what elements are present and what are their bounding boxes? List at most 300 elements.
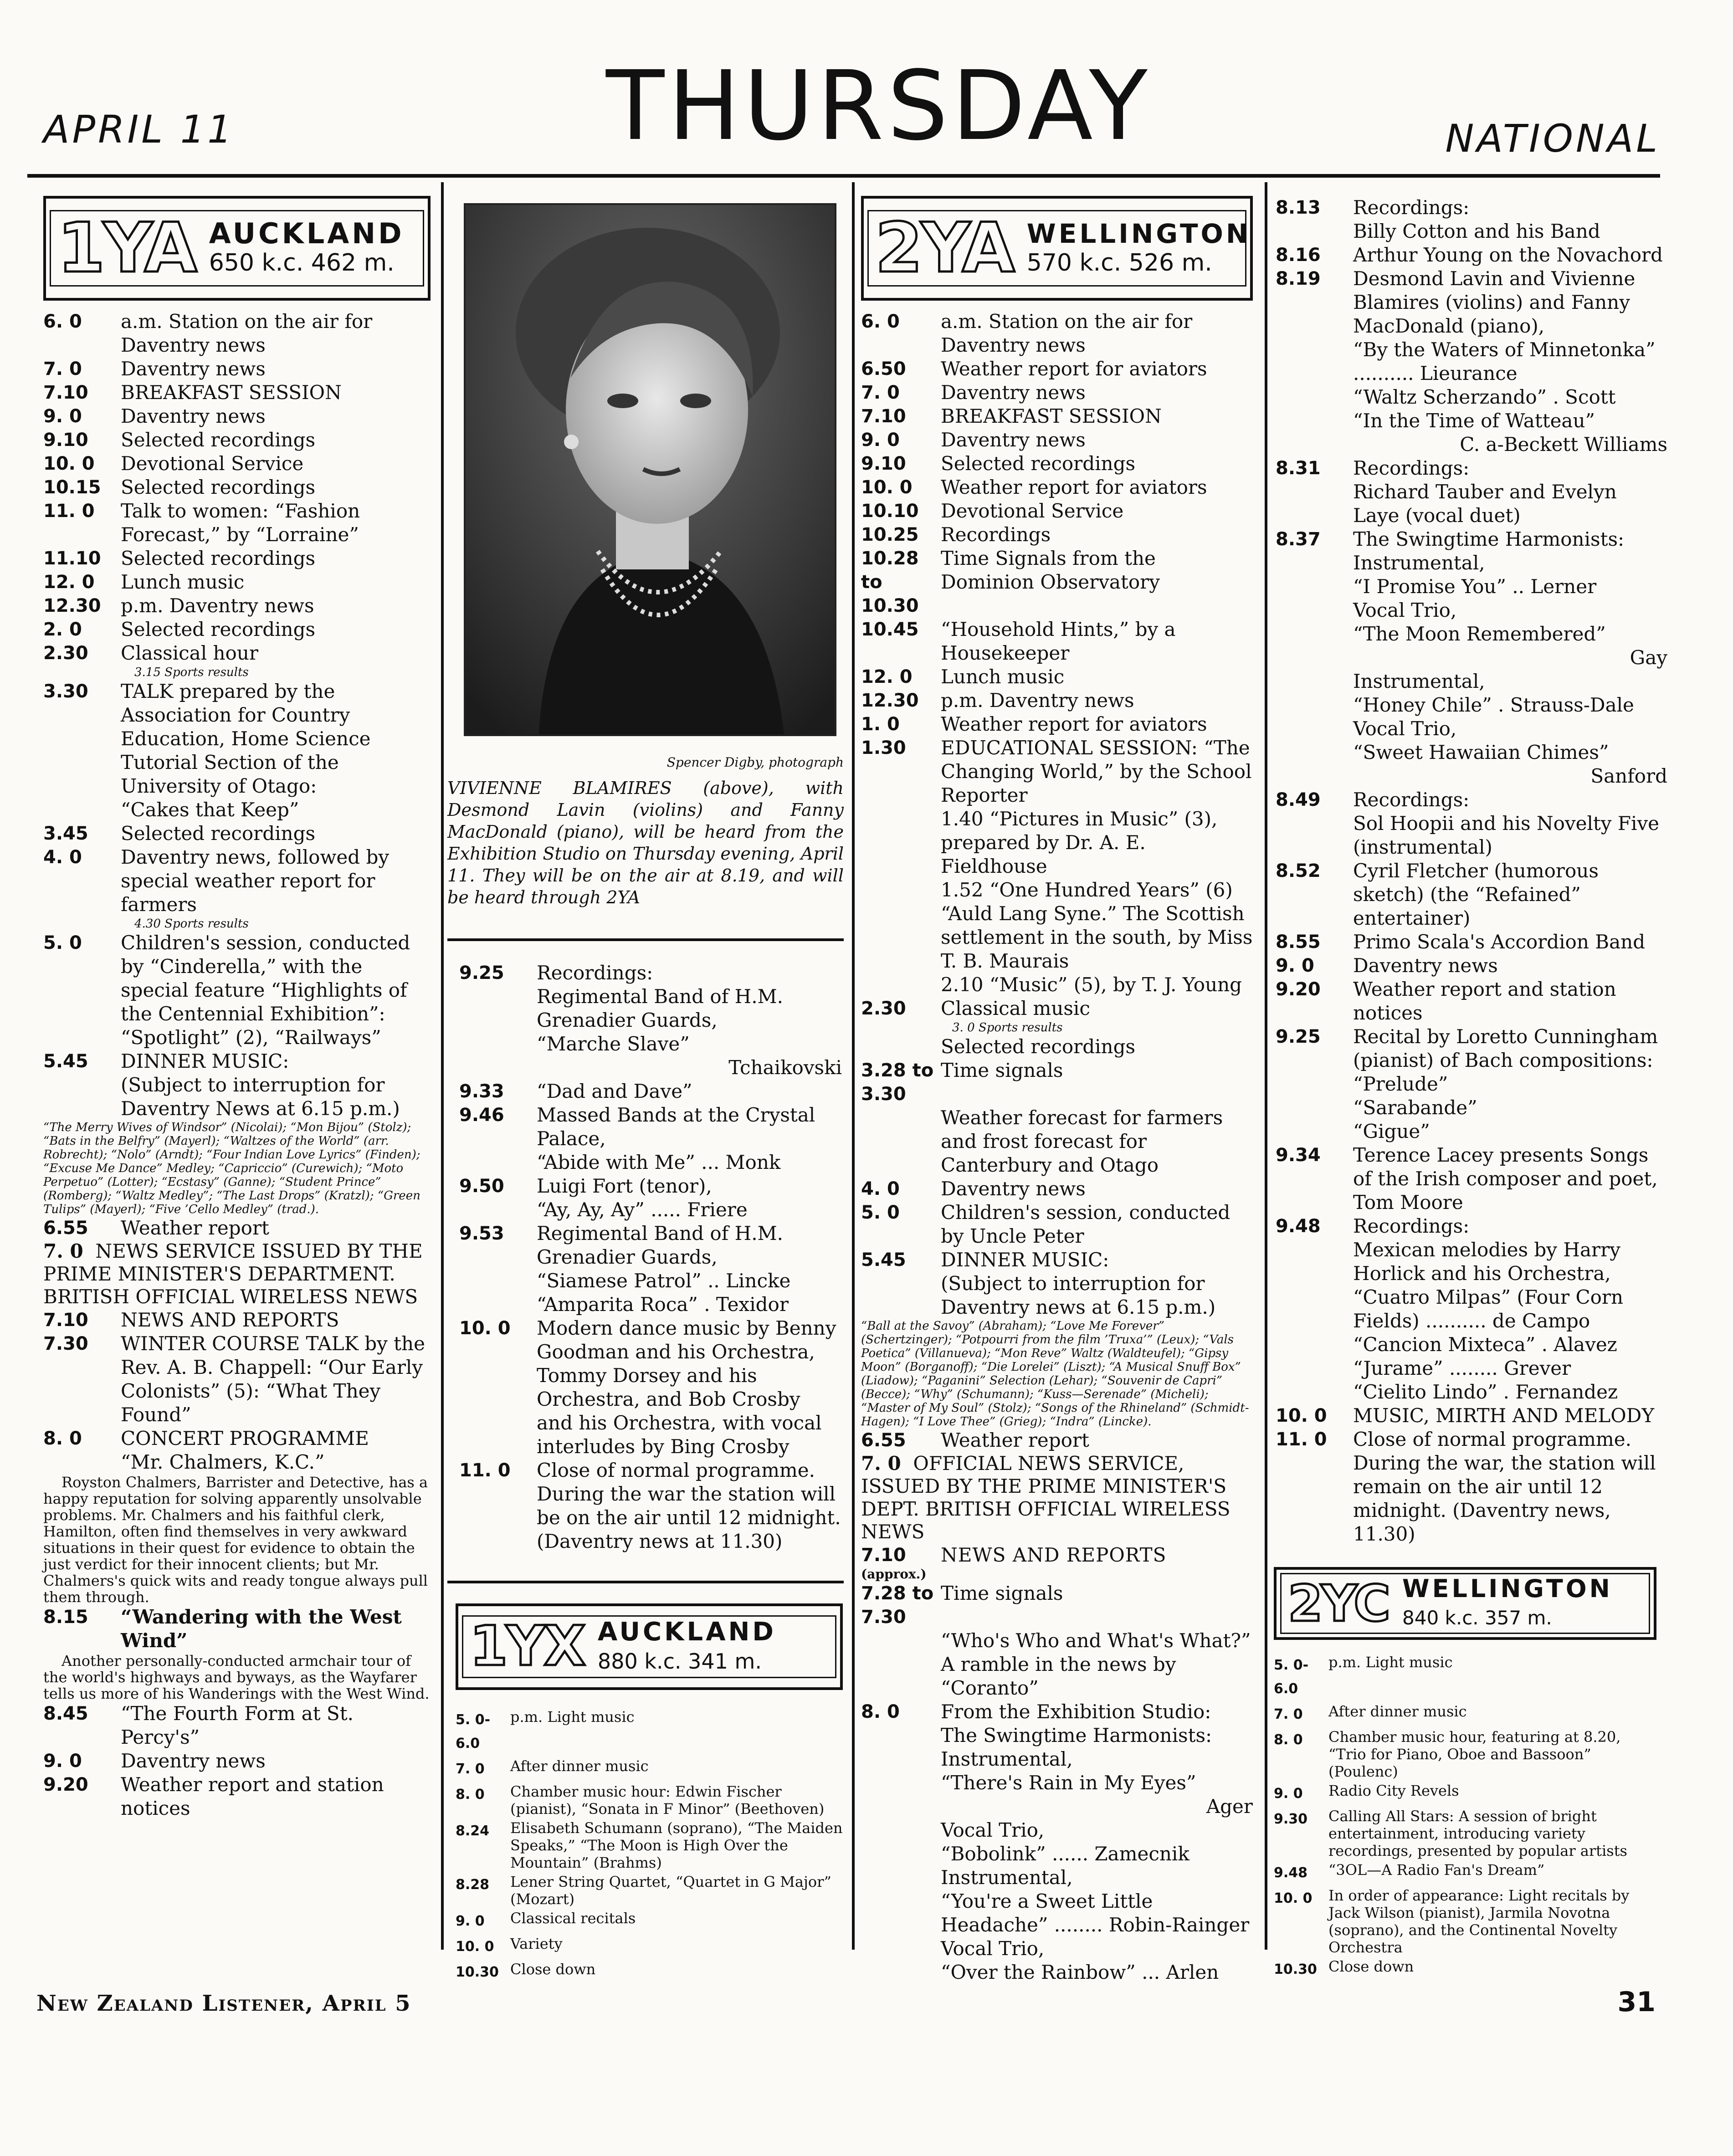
entry-time: 11. 0 [1276,1429,1327,1450]
twoya-call-sign: 2YA [875,209,1013,288]
schedule-entry [1276,1120,1667,1143]
entry-time [861,1272,941,1319]
entry-description: Cyril Fletcher (humorous sketch) (the “Refained” entertainer) [1353,860,1599,929]
iya-news-service: 7. 0 NEWS SERVICE ISSUED BY THE PRIME MINISTER'S DEPARTMENT. BRITISH OFFICIAL WIRELESS NEWS [43,1240,423,1308]
schedule-entry [43,1332,431,1427]
entry-description: Recordings [941,523,1051,546]
entry-time: 5.45 [43,1051,88,1072]
photo-credit: Spencer Digby, photograph [667,755,844,770]
entry-time [1276,622,1353,646]
iyx-column [456,1603,843,1986]
schedule-entry [1276,859,1667,930]
twoya-continued [1276,196,1667,1546]
schedule-entry [456,1935,843,1959]
entry-description: Weather report and station notices [1353,978,1616,1024]
entry-time: 8. 0 [43,1428,82,1449]
entry-time [861,1866,941,1890]
schedule-entry [861,357,1253,381]
entry-description: Chamber music hour: Edwin Fischer (pianist), “Sonata in F Minor” (Beethoven) [510,1783,825,1818]
entry-description: “Dad and Dave” [537,1080,692,1102]
entry-time: 11. 0 [43,501,95,522]
iya-dinner-music-list: “The Merry Wives of Windsor” (Nicolai); “Mon Bijou” (Stolz); “Bats in the Belfry” (Mayerl); “Waltzes of the World” (arr. Robrecht); “Nolo” (Arndt); “Four Indian Love Lyrics” (Finden); “Excuse Me Dance” Medley; “Capriccio” (Curewich); “Moto Perpetuo” (Lotter); “Ecstasy” (Ganne); “Student Prince” (Romberg); “Waltz Medley”; “The Last Drops” (Kratzl); “Green Tulips” (Mayerl); “Five ’Cello Medley” (trad.). [43,1121,420,1216]
schedule-entry [1276,670,1667,693]
schedule-entry [861,1035,1253,1059]
portrait-image [466,205,836,736]
entry-description: p.m. Light music [1328,1654,1453,1671]
entry-time: 9. 0 [1276,955,1314,976]
entry-description: “Cielito Lindo” . Fernandez [1353,1381,1618,1403]
entry-description: Primo Scala's Accordion Band [1353,931,1646,953]
schedule-entry [861,428,1253,452]
entry-description: “I Promise You” .. Lerner [1353,575,1597,598]
schedule-entry [861,1700,1253,1771]
schedule-entry [861,381,1253,405]
entry-description: “Abide with Me” ... Monk [537,1151,781,1173]
entry-time: 9.25 [1276,1026,1321,1047]
entry-time [459,1269,537,1293]
entry-time: 1. 0 [861,714,900,735]
entry-time [1276,1333,1353,1357]
entry-time [1276,646,1353,670]
entry-description: Daventry news [121,358,266,380]
schedule-entry [43,1702,431,1749]
entry-description: Weather report for aviators [941,713,1207,735]
entry-description: Mexican melodies by Harry Horlick and his Orchestra, [1353,1239,1620,1285]
entry-time: 9.50 [459,1176,504,1197]
entry-time [459,1198,537,1222]
schedule-entry [861,1890,1253,1937]
iyx-call-sign: 1YX [470,1615,584,1678]
schedule-entry [1274,1958,1656,1982]
schedule-entry [43,357,431,381]
entry-time: 5. 0-6.0 [456,1712,491,1751]
schedule-entry [861,1177,1253,1201]
entry-description: “There's Rain in My Eyes” [941,1772,1196,1794]
entry-description: p.m. Daventry news [121,594,314,617]
schedule-entry [861,1795,1253,1818]
entry-description: “Marche Slave” [537,1033,690,1055]
entry-time: 9.25 [459,963,504,983]
entry-description: From the Exhibition Studio: The Swingtime Harmonists: Instrumental, [941,1700,1212,1770]
entry-description: Massed Bands at the Crystal Palace, [537,1104,815,1150]
entry-description: Instrumental, [1353,670,1485,692]
schedule-entry [1276,267,1667,338]
schedule-entry [861,1582,1253,1629]
entry-description: Daventry news, followed by special weather report for farmers [121,846,390,916]
schedule-entry [1276,1428,1667,1546]
entry-description: Recordings: [537,962,653,984]
twoya-approx: (approx.) [861,1567,927,1582]
entry-description: Ager [1206,1795,1253,1818]
entry-description: “Cakes that Keep” [121,799,299,821]
entry-time: 7.30 [43,1333,88,1354]
entry-description: Regimental Band of H.M. Grenadier Guards, [537,1222,783,1268]
entry-description: Selected recordings [121,429,316,451]
schedule-entry [861,523,1253,547]
entry-description: a.m. Station on the air for Daventry news [941,310,1193,356]
top-rule [27,174,1660,178]
entry-time: 9.30 [1274,1811,1308,1827]
schedule-entry [459,1293,842,1316]
entry-description: Close down [510,1961,596,1978]
schedule-entry [861,689,1253,712]
twoyc-call-sign: 2YC [1288,1574,1389,1633]
entry-time: 2.30 [43,643,88,664]
schedule-entry [43,310,431,357]
entry-description: Variety [510,1935,563,1952]
entry-description: Desmond Lavin and Vivienne Blamires (violins) and Fanny MacDonald (piano), [1353,267,1636,337]
entry-description: Children's session, conducted by “Cinderella,” with the special feature “Highlights of the Centennial Exhibition”: “Spotlight” (2), “Railways” [121,932,410,1049]
entry-time: 8.24 [456,1823,490,1839]
entry-description: Modern dance music by Benny Goodman and his Orchestra, Tommy Dorsey and his Orchestra, and Bob Crosby and his Orchestra, with vocal interludes by Bing Crosby [537,1317,836,1458]
schedule-entry [43,570,431,594]
entry-description: Classical music [941,997,1090,1019]
iyx-frequency: 880 k.c. 341 m. [597,1649,762,1674]
schedule-entry [861,736,1253,807]
entry-description: Tchaikovski [728,1056,842,1079]
schedule-entry [43,1450,431,1474]
entry-description: Vocal Trio, [1353,599,1457,621]
schedule-entry [43,1308,431,1332]
schedule-entry [861,1629,1253,1700]
schedule-entry [861,665,1253,689]
entry-time: 9.10 [861,453,906,474]
entry-time [1276,1285,1353,1333]
schedule-entry [1276,622,1667,646]
entry-time: 8.19 [1276,268,1321,289]
schedule-entry [1274,1887,1656,1956]
entry-time: 5.45 [861,1250,906,1270]
schedule-entry [1276,433,1667,456]
entry-description: Weather report for aviators [941,358,1207,380]
schedule-entry [1276,693,1667,717]
entry-time [459,1056,537,1080]
entry-time: 3.45 [43,823,88,844]
entry-description: Selected recordings [121,476,316,498]
entry-description: Children's session, conducted by Uncle Peter [941,1201,1231,1247]
twoya-logo [861,196,1253,301]
twoya-weather: 6.55 Weather report [861,1429,1089,1451]
entry-time: 9.33 [459,1081,504,1102]
entry-description: Time signals [941,1059,1063,1081]
schedule-entry [459,1080,842,1103]
entry-time: 8.45 [43,1703,88,1724]
entry-time [1276,1120,1353,1143]
entry-description: Daventry news [121,405,266,427]
schedule-entry [1276,1238,1667,1285]
schedule-entry [1276,1357,1667,1380]
schedule-entry [43,499,431,547]
entry-time [43,1450,121,1474]
entry-time: 8.55 [1276,932,1321,953]
entry-time [1276,599,1353,622]
entry-description: Vocal Trio, [1353,717,1457,740]
entry-description: Recordings: [1353,196,1470,219]
entry-time: 8.16 [1276,245,1321,266]
schedule-entry [1276,1380,1667,1404]
entry-time [1276,385,1353,409]
schedule-entry [1276,1285,1667,1333]
entry-time: 5. 0 [43,932,82,953]
schedule-entry [1276,409,1667,433]
schedule-entry [459,1198,842,1222]
entry-description: Close of normal programme. During the war, the station will remain on the air until 12 midnight. (Daventry news, 11.30) [1353,1428,1656,1545]
entry-description: Sol Hoopii and his Novelty Five (instrumental) [1353,812,1660,858]
entry-description: Recordings: [1353,457,1470,479]
schedule-entry [43,618,431,641]
entry-description: In order of appearance: Light recitals by Jack Wilson (pianist), Jarmila Novotna (soprano), and the Continental Novelty Orchestra [1328,1887,1630,1956]
entry-description: CONCERT PROGRAMME [121,1427,369,1449]
entry-description: “The Fourth Form at St. Percy's” [121,1702,354,1748]
entry-description: “Bobolink” ...... Zamecnik [941,1843,1190,1865]
photo-caption: VIVIENNE BLAMIRES (above), with Desmond Lavin (violins) and Fanny MacDonald (piano), will be heard from the Exhibition Studio on Thursday evening, April 11. They will be on the air at 8.19, and will be heard through 2YA [447,778,844,907]
schedule-entry [1276,646,1667,670]
iya-sports-1: 3.15 Sports results [134,666,249,679]
entry-description: Daventry news [941,381,1086,404]
entry-time: 9. 0 [456,1913,485,1929]
schedule-entry [1276,1214,1667,1238]
entry-time: 8.13 [1276,197,1321,218]
schedule-entry [43,1050,431,1073]
schedule-entry [1276,812,1667,859]
entry-time [459,985,537,1032]
entry-time [861,973,941,997]
schedule-entry [861,1201,1253,1248]
schedule-entry [861,807,1253,878]
entry-time [459,1293,537,1316]
entry-time: 9. 0 [861,430,900,451]
entry-time [1276,693,1353,717]
entry-time: 1.30 [861,737,906,758]
entry-time [861,1890,941,1937]
entry-time: 7.10 [43,1310,88,1331]
entry-time: 10. 0 [861,477,913,498]
schedule-entry [1274,1808,1656,1859]
entry-description: Vocal Trio, [941,1937,1045,1960]
schedule-entry [1276,196,1667,220]
entry-description: 1.40 “Pictures in Music” (3), prepared by Dr. A. E. Fieldhouse [941,808,1218,877]
entry-description: “Cuatro Milpas” (Four Corn Fields) .......... de Campo [1353,1286,1624,1332]
entry-description: “Jurame” ........ Grever [1353,1357,1571,1379]
entry-time: 8.37 [1276,529,1321,550]
schedule-entry [459,1056,842,1080]
schedule-entry [459,1459,842,1553]
entry-description: Billy Cotton and his Band [1353,220,1600,242]
iya-column [43,196,431,1820]
schedule-entry [1274,1654,1656,1701]
entry-description: Selected recordings [941,452,1136,475]
entry-time [861,1795,941,1818]
iya-west-wind-blurb: Another personally-conducted armchair tour of the world's highways and byways, as the Wayfarer tells us more of his Wanderings with the West Wind. [43,1652,430,1702]
page-title: THURSDAY [606,50,1151,162]
schedule-entry [861,1961,1253,1984]
entry-description: Devotional Service [121,452,304,475]
entry-description: Recital by Loretto Cunningham (pianist) of Bach compositions: [1353,1025,1658,1071]
entry-time [861,1961,941,1984]
iya-continued [459,961,842,1553]
schedule-entry [1274,1861,1656,1885]
entry-description: Richard Tauber and Evelyn Laye (vocal duet) [1353,481,1617,527]
entry-time: 10. 0 [43,453,95,474]
entry-description: Recordings: [1353,1215,1470,1237]
entry-time: 9.20 [1276,979,1321,1000]
entry-time [861,1842,941,1866]
entry-description: Selected recordings [941,1035,1136,1058]
entry-time: 12. 0 [43,572,95,593]
schedule-entry [43,547,431,570]
entry-description: Devotional Service [941,500,1124,522]
entry-time [861,807,941,878]
schedule-entry [1276,788,1667,812]
schedule-entry [1276,1333,1667,1357]
schedule-entry [456,1783,843,1818]
entry-description: Vocal Trio, [941,1819,1045,1841]
entry-description: “Ay, Ay, Ay” ..... Friere [537,1198,748,1221]
schedule-entry [43,931,431,1050]
vivienne-blamires-photo [464,203,836,736]
entry-description: Classical recitals [510,1910,636,1927]
entry-description: Lener String Quartet, “Quartet in G Major” (Mozart) [510,1873,831,1908]
entry-time: 9.10 [43,430,88,451]
entry-time: 7. 0 [456,1761,485,1777]
entry-description: Regimental Band of H.M. Grenadier Guards, [537,985,783,1031]
entry-description: Luigi Fort (tenor), [537,1175,712,1197]
iya-west-wind: 8.15 “Wandering with the West Wind” [43,1606,402,1652]
entry-time: 8.52 [1276,860,1321,881]
entry-time: 8. 0 [456,1787,485,1803]
entry-time: 9.20 [43,1774,88,1795]
entry-description: DINNER MUSIC: [941,1249,1109,1271]
schedule-entry [459,1103,842,1151]
entry-time: 9.53 [459,1223,504,1244]
entry-time: 10.25 [861,524,919,545]
entry-time [1276,1380,1353,1404]
entry-time [861,1771,941,1795]
schedule-entry [1276,1072,1667,1096]
entry-description: p.m. Light music [510,1708,635,1726]
entry-description: Terence Lacey presents Songs of the Irish composer and poet, Tom Moore [1353,1144,1658,1214]
schedule-entry [861,973,1253,997]
entry-description: BREAKFAST SESSION [121,381,342,404]
entry-description: Weather report and station notices [121,1773,384,1819]
entry-time: 9.34 [1276,1145,1321,1166]
entry-description: WINTER COURSE TALK by the Rev. A. B. Chappell: “Our Early Colonists” (5): “What They Found” [121,1332,425,1426]
entry-description: Daventry news [121,1750,266,1772]
schedule-entry [459,985,842,1032]
column-rule-1 [441,182,444,1950]
iya-call-sign: 1YA [57,209,195,288]
entry-description: BREAKFAST SESSION [941,405,1162,427]
entry-time: 8. 0 [1274,1732,1303,1748]
entry-description: “Waltz Scherzando” . Scott [1353,386,1616,408]
schedule-entry [861,1842,1253,1866]
entry-description: Selected recordings [121,618,316,640]
schedule-entry [43,428,431,452]
schedule-entry [861,405,1253,428]
entry-description: Daventry news [941,429,1086,451]
twoyc-column [1265,1567,1656,1983]
twoyc-frequency: 840 k.c. 357 m. [1402,1607,1552,1629]
schedule-entry [1274,1703,1656,1726]
twoya-city: WELLINGTON [1026,218,1251,249]
entry-time: 3.28 to 3.30 [861,1060,934,1105]
schedule-entry [459,1151,842,1174]
schedule-entry [1276,1025,1667,1072]
entry-description: “3OL—A Radio Fan's Dream” [1328,1861,1545,1879]
entry-time [43,798,121,822]
entry-description: DINNER MUSIC: [121,1050,289,1072]
twoya-news-service: 7. 0 OFFICIAL NEWS SERVICE, ISSUED BY THE PRIME MINISTER'S DEPT. BRITISH OFFICIAL WIRELESS NEWS [861,1452,1231,1543]
schedule-entry [43,1749,431,1773]
schedule-entry [1274,1728,1656,1780]
schedule-entry [861,712,1253,736]
entry-time [1276,220,1353,243]
entry-time [1276,1357,1353,1380]
footer-publication: New Zealand Listener, April 5 [36,1991,411,2016]
entry-time: 8.49 [1276,789,1321,810]
entry-time: 11. 0 [459,1460,511,1481]
entry-description: Daventry news [941,1178,1086,1200]
twoya-column [861,196,1253,1984]
entry-description: Weather forecast for farmers and frost forecast for Canterbury and Otago [941,1106,1223,1176]
schedule-entry [456,1708,843,1756]
schedule-entry [861,476,1253,499]
entry-time: 7. 0 [861,382,900,403]
entry-time: 7.28 to 7.30 [861,1583,934,1628]
schedule-entry [456,1961,843,1984]
schedule-entry [861,499,1253,523]
entry-description: “Over the Rainbow” ... Arlen [941,1961,1219,1983]
schedule-entry [459,1269,842,1293]
schedule-entry [861,1059,1253,1106]
schedule-entry [43,1427,431,1450]
entry-description: Calling All Stars: A session of bright entertainment, introducing variety recordings, presented by popular artists [1328,1808,1627,1859]
schedule-entry [861,1248,1253,1272]
entry-time: 10. 0 [459,1318,511,1339]
twoya-news-reports: 7.10 NEWS AND REPORTS [861,1544,1167,1566]
entry-time: 5. 0-6.0 [1274,1657,1309,1697]
entry-time [1276,1072,1353,1096]
entry-time [1276,338,1353,385]
schedule-entry [1276,385,1667,409]
twoya-frequency: 570 k.c. 526 m. [1026,249,1212,277]
schedule-entry [1276,220,1667,243]
entry-time: 10.30 [1274,1961,1317,1977]
schedule-entry [43,1773,431,1820]
schedule-entry [861,310,1253,357]
photo-caption-block [447,752,844,908]
entry-description: After dinner music [510,1757,649,1775]
entry-description: NEWS AND REPORTS [121,1309,339,1331]
entry-time [861,1035,941,1059]
entry-time: 10.15 [43,477,101,498]
entry-description: TALK prepared by the Association for Country Education, Home Science Tutorial Section of the University of Otago: [121,680,371,797]
schedule-entry [1276,1143,1667,1214]
entry-time: 10.30 [456,1964,499,1980]
schedule-entry [459,961,842,985]
entry-time: 8. 0 [861,1701,900,1722]
entry-description: “Siamese Patrol” .. Lincke [537,1270,791,1292]
entry-time [1276,1096,1353,1120]
entry-time: 8.28 [456,1877,490,1893]
entry-description: Lunch music [941,666,1065,688]
schedule-entry [459,1032,842,1056]
entry-description: “Amparita Roca” . Texidor [537,1293,789,1316]
entry-time: 9.46 [459,1105,504,1126]
entry-time: 7.10 [861,406,906,427]
entry-time: 5. 0 [861,1202,900,1223]
entry-time [459,1032,537,1056]
